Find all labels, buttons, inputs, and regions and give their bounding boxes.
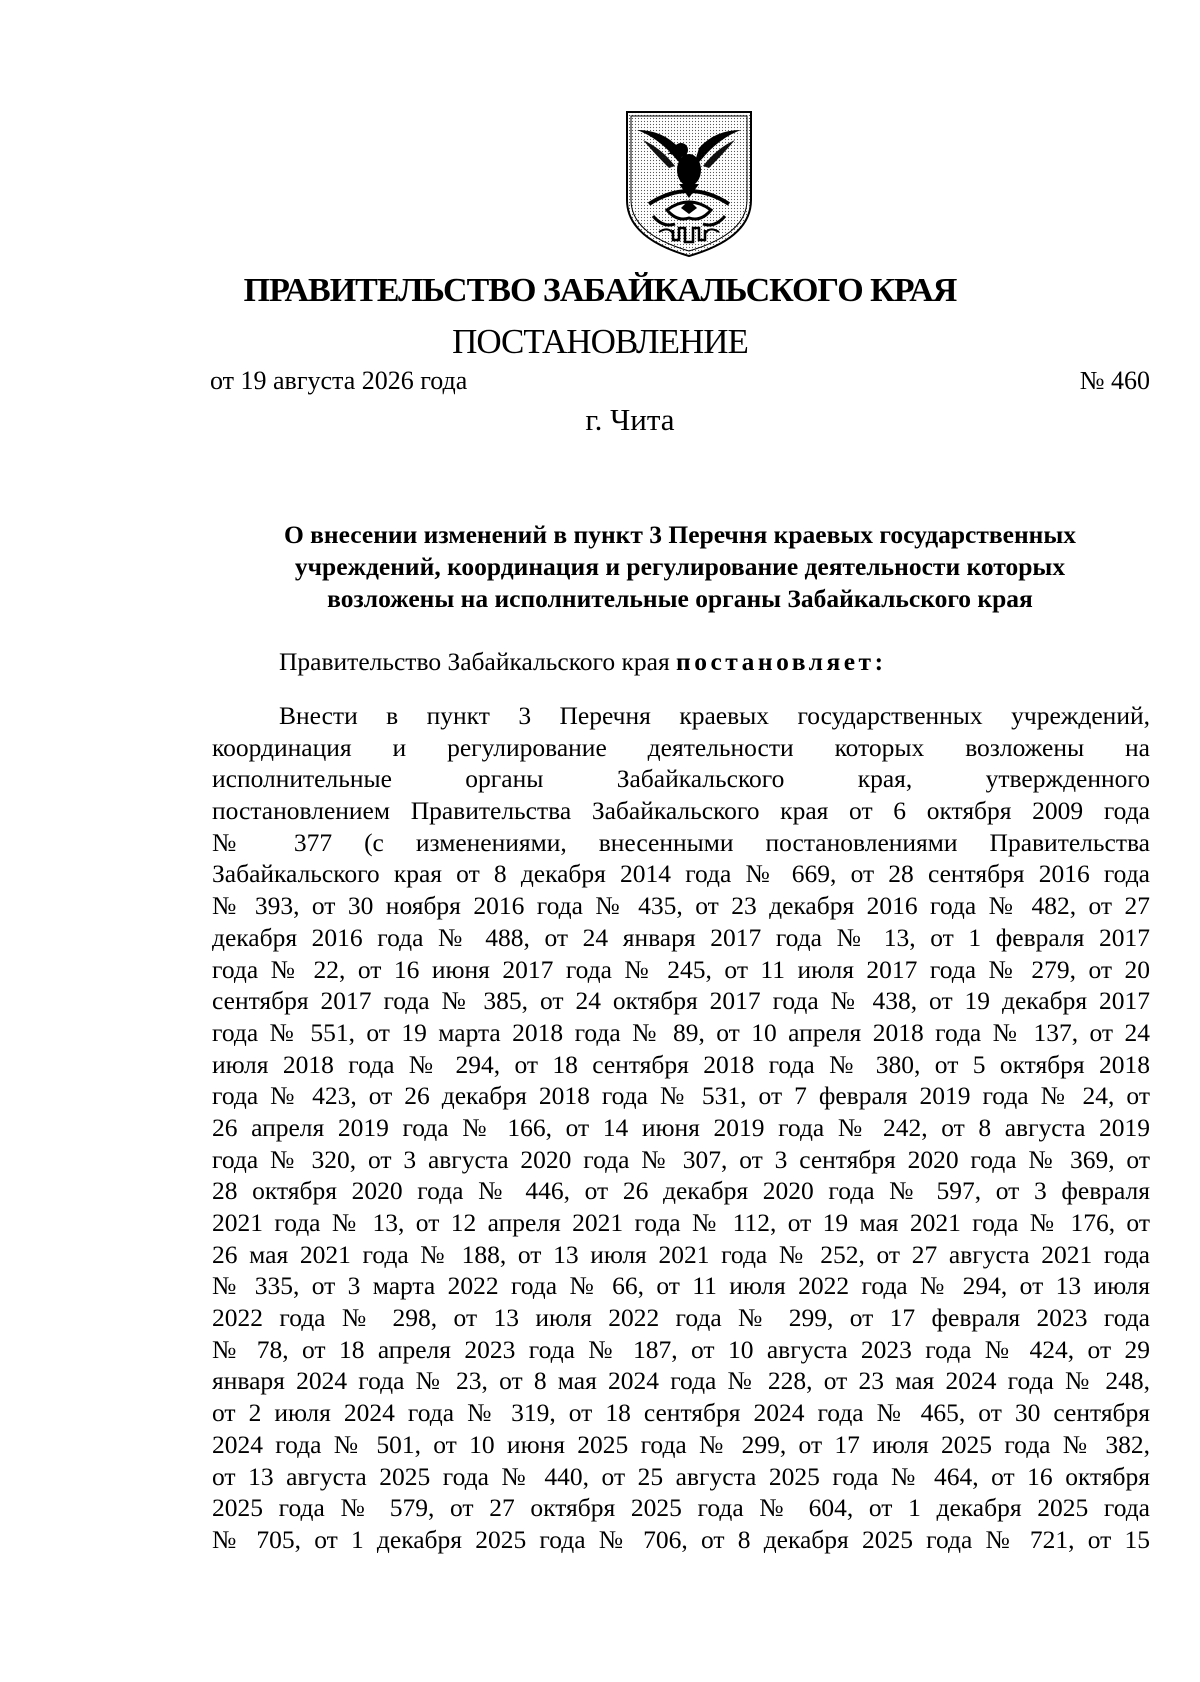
body-line: 2024 года № 501, от 10 июня 2025 года № 299, от 17 июля 2025 года № 382, [212,1429,1150,1459]
body-line: Внести в пункт 3 Перечня краевых государственных учреждений, [279,701,1150,730]
document-body [212,700,1150,1556]
preamble-emphasis: постановляет: [676,647,887,676]
document-subject [210,519,1150,615]
preamble [279,647,887,677]
document-city: г. Чита [585,402,675,437]
body-line: года № 22, от 16 июня 2017 года № 245, от 11 июля 2017 года № 279, от 20 [212,954,1150,984]
preamble-text: Правительство Забайкальского края [279,647,677,676]
body-line: года № 423, от 26 декабря 2018 года № 531, от 7 февраля 2019 года № 24, от [212,1081,1150,1111]
body-line: года № 320, от 3 августа 2020 года № 307, от 3 сентября 2020 года № 369, от [212,1144,1150,1174]
body-line: Забайкальского края от 8 декабря 2014 года № 669, от 28 сентября 2016 года [212,859,1150,889]
body-line: исполнительные органы Забайкальского края, утвержденного [212,764,1150,794]
subject-line: О внесении изменений в пункт 3 Перечня краевых государственных [283,520,1077,549]
subject-line: возложены на исполнительные органы Забайкальского края [327,584,1033,613]
body-line: 28 октября 2020 года № 446, от 26 декабря 2020 года № 597, от 3 февраля [212,1176,1150,1206]
body-line: № 393, от 30 ноября 2016 года № 435, от 23 декабря 2016 года № 482, от 27 [212,891,1150,921]
body-line: № 335, от 3 марта 2022 года № 66, от 11 июля 2022 года № 294, от 13 июля [212,1271,1150,1301]
body-line: года № 551, от 19 марта 2018 года № 89, от 10 апреля 2018 года № 137, от 24 [212,1017,1150,1047]
coat-of-arms-icon [619,108,759,260]
body-line: 26 апреля 2019 года № 166, от 14 июня 2019 года № 242, от 8 августа 2019 [212,1112,1150,1142]
document-number: № 460 [1079,366,1150,395]
body-line: координация и регулирование деятельности которых возложены на [212,732,1150,762]
body-line: № 705, от 1 декабря 2025 года № 706, от 8 декабря 2025 года № 721, от 15 [212,1524,1150,1554]
document-type: ПОСТАНОВЛЕНИЕ [452,322,748,361]
body-line: № 377 (с изменениями, внесенными постановлениями Правительства [212,827,1150,857]
body-line: от 2 июля 2024 года № 319, от 18 сентября 2024 года № 465, от 30 сентября [212,1398,1150,1428]
body-line: июля 2018 года № 294, от 18 сентября 2018 года № 380, от 5 октября 2018 [212,1049,1150,1079]
body-line: № 78, от 18 апреля 2023 года № 187, от 10 августа 2023 года № 424, от 29 [212,1334,1150,1364]
body-line: января 2024 года № 23, от 8 мая 2024 года № 228, от 23 мая 2024 года № 248, [212,1366,1150,1396]
document-date: от 19 августа 2026 года [210,366,468,395]
body-line: 2025 года № 579, от 27 октября 2025 года № 604, от 1 декабря 2025 года [212,1493,1150,1523]
body-line: 2022 года № 298, от 13 июля 2022 года № 299, от 17 февраля 2023 года [212,1303,1150,1333]
body-line: постановлением Правительства Забайкальского края от 6 октября 2009 года [212,796,1150,826]
body-line: 2021 года № 13, от 12 апреля 2021 года № 112, от 19 мая 2021 года № 176, от [212,1208,1150,1237]
body-line: от 13 августа 2025 года № 440, от 25 августа 2025 года № 464, от 16 октября [212,1461,1150,1491]
subject-line: учреждений, координация и регулирование деятельности которых [294,552,1066,581]
organization-title: ПРАВИТЕЛЬСТВО ЗАБАЙКАЛЬСКОГО КРАЯ [243,272,957,309]
body-line: 26 мая 2021 года № 188, от 13 июля 2021 года № 252, от 27 августа 2021 года [212,1239,1150,1269]
body-line: декабря 2016 года № 488, от 24 января 2017 года № 13, от 1 февраля 2017 [212,922,1150,952]
body-line: сентября 2017 года № 385, от 24 октября 2017 года № 438, от 19 декабря 2017 [212,986,1150,1016]
